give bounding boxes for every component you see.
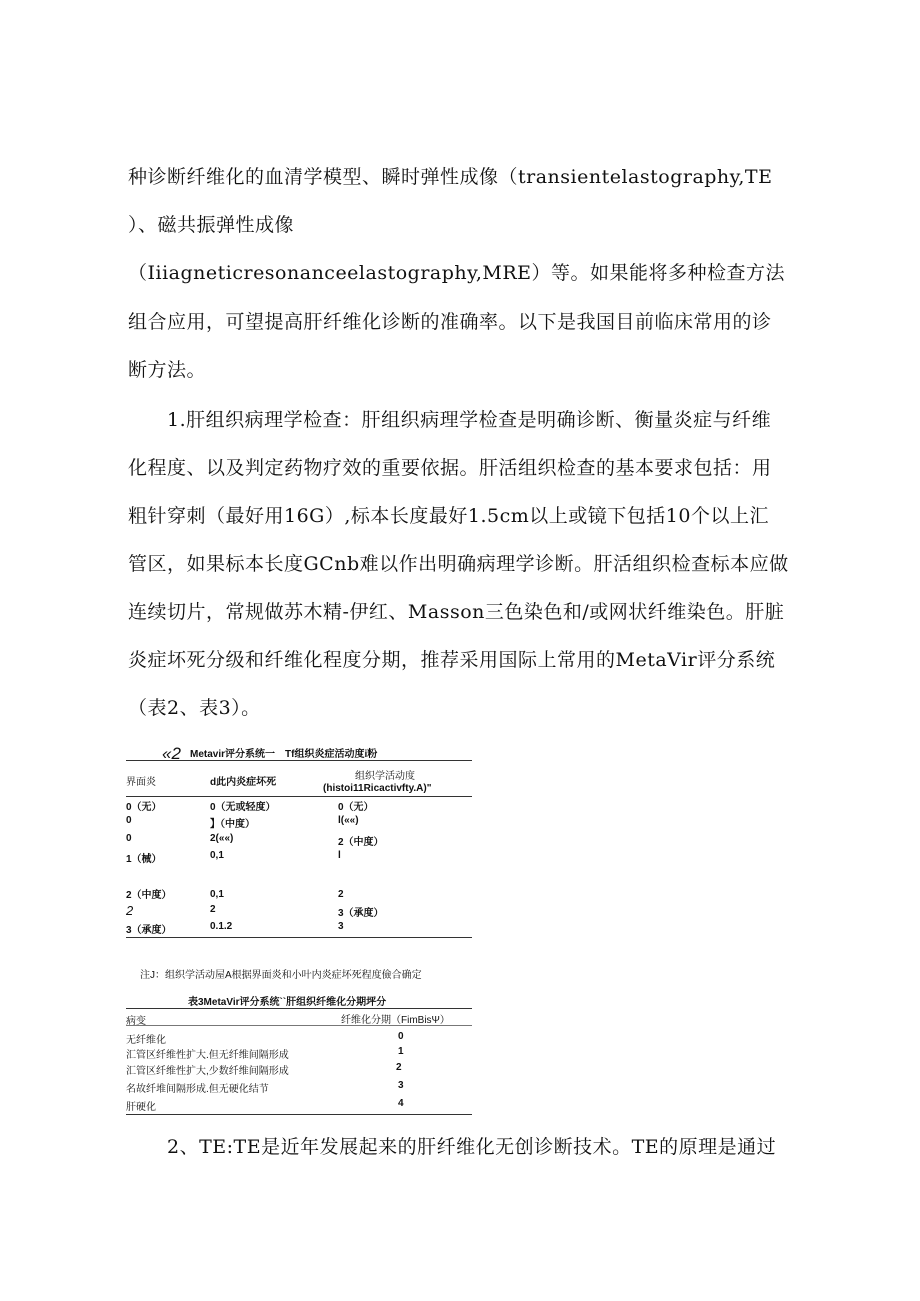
body-line-5: 断方法。 <box>128 359 207 381</box>
table3-row-4-col2: 3 <box>398 1080 404 1091</box>
table3-row-3-col2: 2 <box>396 1062 402 1073</box>
table2-bottom-rule <box>126 937 472 938</box>
table2-row-6-col3: 3（承度） <box>338 908 384 919</box>
table3-bottom-rule <box>126 1114 472 1115</box>
table3-top-rule <box>126 1008 472 1009</box>
table3-row-5-col2: 4 <box>398 1098 404 1109</box>
table3-row-2-col2: 1 <box>398 1046 404 1057</box>
table3-header-rule <box>126 1025 472 1026</box>
table2-row-3-col3: 2（中度） <box>338 837 384 848</box>
body-last-line: 2、TE:TE是近年发展起来的肝纤维化无创诊断技术。TE的原理是通过 <box>167 1136 777 1158</box>
body-line-9: 管区，如果标本长度GCnb难以作出明确病理学诊断。肝活组织检查标本应做 <box>128 553 789 575</box>
body-line-6: 1.肝组织病理学检查：肝组织病理学检查是明确诊断、衡量炎症与纤维 <box>167 409 772 431</box>
table3-row-1-col1: 无纤维化 <box>126 1035 166 1046</box>
table2-row-2-col1: 0 <box>126 815 132 826</box>
table2-row-7-col2: 0.1.2 <box>210 921 233 932</box>
table3-row-2-col1: 汇管区纤维性扩大.但无纤维间隔形成 <box>126 1050 289 1061</box>
table2-header-col3-line1: 组织学活动度 <box>355 771 415 782</box>
table2-row-5-col3: 2 <box>338 889 344 900</box>
table2-caption: Metavir评分系统一 Tf组织炎症活动度i粉 <box>190 749 378 760</box>
table2-row-1-col2: 0（无或轻度） <box>210 802 276 813</box>
table2-row-4-col1: 1（械） <box>126 854 162 865</box>
table2-row-3-col2: 2(««) <box>210 833 234 844</box>
body-line-4: 组合应用，可望提高肝纤维化诊断的准确率。以下是我国目前临床常用的诊 <box>128 311 772 333</box>
table2-row-2-col3: l(««) <box>338 815 359 826</box>
table2-top-rule <box>126 760 472 761</box>
body-line-8: 粗针穿刺（最好用16G）,标本长度最好1.5cm以上或镜下包括10个以上汇 <box>128 505 769 527</box>
body-line-7: 化程度、以及判定药物疗效的重要依据。肝活组织检查的基本要求包括：用 <box>128 457 772 479</box>
table3-row-5-col1: 肝硬化 <box>126 1102 156 1113</box>
table2-row-6-col2: 2 <box>210 904 216 915</box>
body-line-11: 炎症坏死分级和纤维化程度分期，推荐采用国际上常用的MetaVir评分系统 <box>128 649 776 671</box>
table2-header-col1: 界面炎 <box>126 777 156 788</box>
table2-row-7-col3: 3 <box>338 921 344 932</box>
body-line-1: 种诊断纤维化的血清学模型、瞬时弹性成像（transientelastography,TE <box>128 166 773 188</box>
table2-row-7-col1: 3（承度） <box>126 925 172 936</box>
table2-note: 注J：组织学活动屋A根据界面炎和小叶内炎症坏死程度儉合确定 <box>140 970 422 981</box>
table3-row-4-col1: 名故纤堆间隔形成.但无硬化结节 <box>126 1084 269 1095</box>
table2-header-col2: d此内炎症坏死 <box>210 777 277 788</box>
table2-row-6-col1: 2 <box>126 903 134 918</box>
table3-caption: 表3MetaVir评分系统``肝组织纤维化分期坪分 <box>188 997 387 1008</box>
body-line-3: （Iiiagneticresonanceelastography,MRE）等。如果能将多种检查方法 <box>128 262 786 284</box>
table2-caption-prefix: «2 <box>162 744 181 763</box>
table2-row-5-col1: 2（中度） <box>126 890 172 901</box>
body-line-2: ）、磁共振弹性成像 <box>128 214 295 236</box>
table3-header-col2: 纤维化分期（FimBisΨ） <box>341 1015 450 1026</box>
table2-row-1-col1: 0（无） <box>126 802 162 813</box>
body-line-10: 连续切片，常规做苏木精-伊红、Masson三色染色和/或网状纤维染色。肝脏 <box>128 601 785 623</box>
table2-row-1-col3: 0（无） <box>338 802 374 813</box>
table2-row-4-col3: l <box>338 850 341 861</box>
body-line-12: （表2、表3）。 <box>128 697 261 719</box>
table3-row-3-col1: 汇管区纤维性扩大,少数纤维间隔形成 <box>126 1066 289 1077</box>
table2-row-4-col2: 0,1 <box>210 850 224 861</box>
table2-row-3-col1: 0 <box>126 833 132 844</box>
table2-row-2-col2: 】（中度） <box>210 819 255 830</box>
table2-header-col3-line2: (histoi11Ricactivfty.A)" <box>323 783 432 794</box>
table3-header-col1: 病变 <box>126 1016 146 1027</box>
table3-row-1-col2: 0 <box>398 1031 404 1042</box>
table2-header-rule <box>126 796 472 797</box>
table2-row-5-col2: 0,1 <box>210 889 224 900</box>
